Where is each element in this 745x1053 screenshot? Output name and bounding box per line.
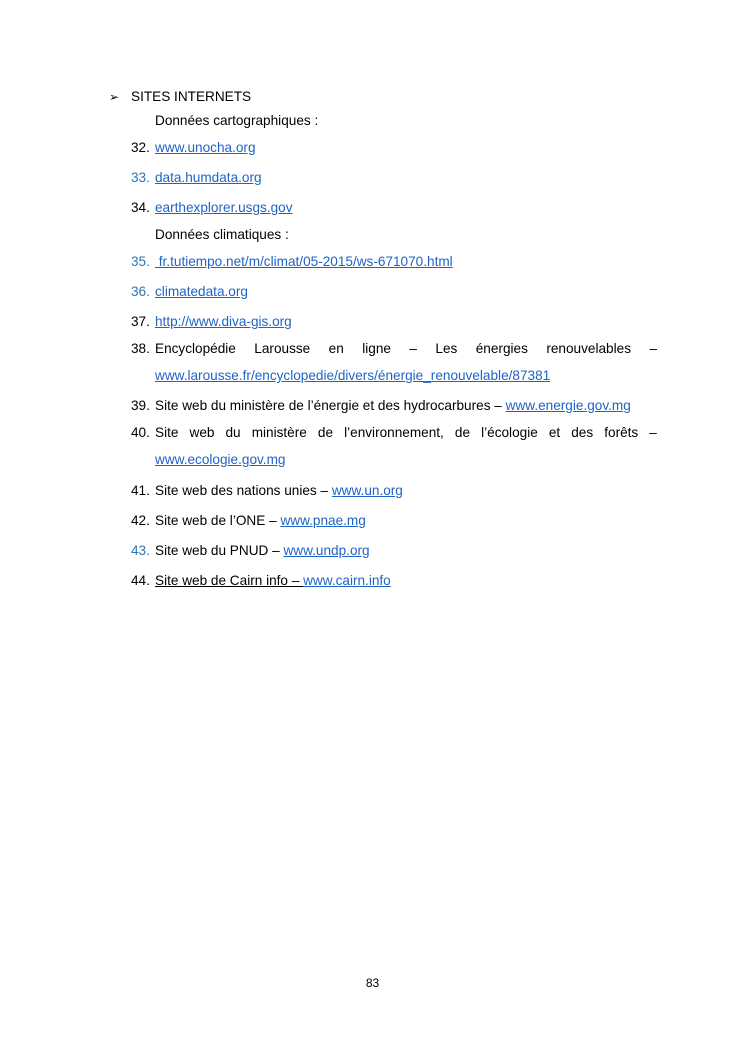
reference-text: Site web du ministère de l’environnement, de l’écologie et des forêts – <box>155 425 657 440</box>
reference-link[interactable]: www.undp.org <box>283 543 370 558</box>
reference-link[interactable]: fr.tutiempo.net/m/climat/05-2015/ws-671070.html <box>155 254 453 269</box>
reference-link[interactable]: www.unocha.org <box>155 140 256 155</box>
reference-link[interactable]: www.ecologie.gov.mg <box>155 452 286 467</box>
reference-link[interactable]: earthexplorer.usgs.gov <box>155 200 293 215</box>
reference-text: Site web des nations unies – <box>155 483 332 498</box>
reference-number: 38. <box>131 341 150 356</box>
reference-text: Site web du PNUD – <box>155 543 284 558</box>
reference-number: 44. <box>131 573 150 588</box>
reference-text: Site web du ministère de l’énergie et des hydrocarbures – <box>155 398 506 413</box>
reference-text: Site web de Cairn info – <box>155 573 304 588</box>
reference-link[interactable]: www.larousse.fr/encyclopedie/divers/énergie_renouvelable/87381 <box>155 368 551 383</box>
section-title: SITES INTERNETS <box>131 89 252 104</box>
reference-link[interactable]: climatedata.org <box>155 284 248 299</box>
reference-link[interactable]: www.cairn.info <box>303 573 391 588</box>
reference-number: 36. <box>131 284 150 299</box>
reference-link[interactable]: data.humdata.org <box>155 170 262 185</box>
arrow-bullet-icon: ➢ <box>109 90 120 104</box>
reference-number: 39. <box>131 398 150 413</box>
reference-link[interactable]: www.pnae.mg <box>280 513 366 528</box>
reference-link[interactable]: www.un.org <box>331 483 403 498</box>
reference-text: Encyclopédie Larousse en ligne – Les énergies renouvelables – <box>155 341 657 356</box>
reference-text: Site web de l’ONE – <box>155 513 281 528</box>
reference-number: 43. <box>131 543 150 558</box>
reference-link[interactable]: http://www.diva-gis.org <box>155 314 292 329</box>
reference-number: 32. <box>131 140 150 155</box>
reference-number: 40. <box>131 425 150 440</box>
reference-number: 42. <box>131 513 150 528</box>
reference-number: 33. <box>131 170 150 185</box>
subheading-climatic: Données climatiques : <box>155 227 289 242</box>
reference-link[interactable]: www.energie.gov.mg <box>505 398 631 413</box>
reference-number: 34. <box>131 200 150 215</box>
page-number: 83 <box>365 976 380 990</box>
subheading-cartographic: Données cartographiques : <box>155 113 319 128</box>
section-heading <box>109 88 251 106</box>
reference-number: 37. <box>131 314 150 329</box>
reference-number: 35. <box>131 254 150 269</box>
reference-number: 41. <box>131 483 150 498</box>
